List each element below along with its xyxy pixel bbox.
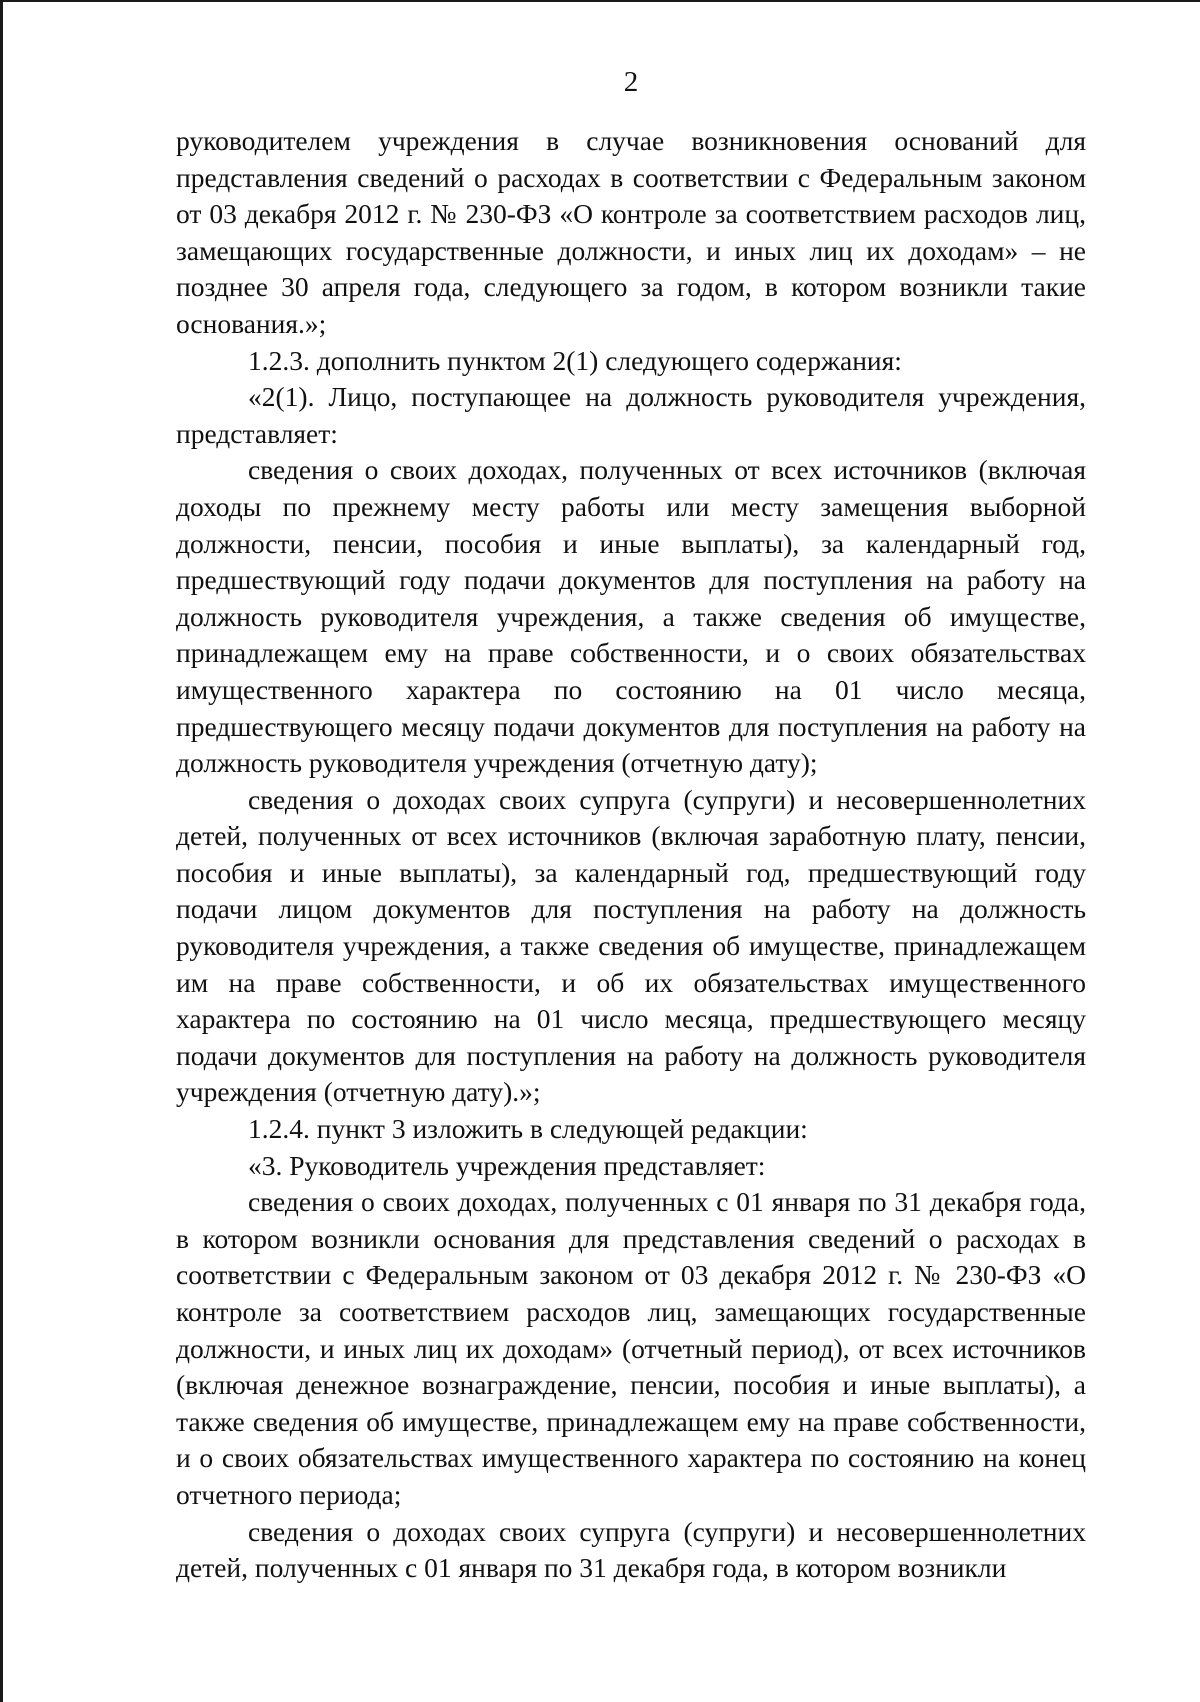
page-number: 2 [623,66,639,98]
paragraph-point-2-1: «2(1). Лицо, поступающее на должность руководителя учреждения, представляет: [176,381,1086,449]
paragraph-head-own-income: сведения о своих доходах, полученных с 01 января по 31 декабря года, в котором возникли основания для представления сведений о расходах в соответствии с Федеральным законом от 03 декабря 2012 г. № 230-ФЗ «О контроле за соответствием расходов лиц, замещающих государственные должности, и иных лиц их доходам» (отчетный период), от всех источников (включая денежное вознаграждение, пенсии, пособия и иные выплаты), а также сведения об имуществе, принадлежащем ему на праве собственности, и о своих обязательствах имущественного характера по состоянию на конец отчетного периода; [176,1186,1086,1510]
paragraph-family-income: сведения о доходах своих супруга (супруги) и несовершеннолетних детей, полученных от всех источников (включая заработную плату, пенсии, пособия и иные выплаты), за календарный год, предшествующий году подачи лицом документов для поступления на работу на должность руководителя учреждения, а также сведения об имуществе, принадлежащем им на праве собственности, и об их обязательствах имущественного характера по состоянию на 01 число месяца, предшествующего месяцу подачи документов для поступления на работу на должность руководителя учреждения (отчетную дату).»; [176,783,1086,1108]
paragraph-point-3: «3. Руководитель учреждения представляет: [248,1149,766,1181]
scan-edge-top [0,0,1200,2]
scan-edge-left [0,0,3,1702]
paragraph-own-income: сведения о своих доходах, полученных от всех источников (включая доходы по прежнему месту работы или месту замещения выборной должности, пенсии, пособия и иные выплаты), за календарный год, предшествующий году подачи документов для поступления на работу на должность руководителя учреждения, а также сведения об имуществе, принадлежащем ему на праве собственности, и о своих обязательствах имущественного характера по состоянию на 01 число месяца, предшествующего месяцу подачи документов для поступления на работу на должность руководителя учреждения (отчетную дату); [176,454,1086,779]
paragraph-clause-1-2-4: 1.2.4. пункт 3 изложить в следующей редакции: [248,1113,808,1145]
paragraph-head-family-income: сведения о доходах своих супруга (супруги) и несовершеннолетних детей, полученных с 01 января по 31 декабря года, в котором возникли [176,1515,1086,1584]
body-text [176,123,1086,1587]
paragraph-clause-1-2-3: 1.2.3. дополнить пунктом 2(1) следующего содержания: [248,344,902,376]
paragraph-continuation: руководителем учреждения в случае возникновения оснований для представления сведений о расходах в соответствии с Федеральным законом от 03 декабря 2012 г. № 230-ФЗ «О контроле за соответствием расходов лиц, замещающих государственные должности, и иных лиц их доходам» – не позднее 30 апреля года, следующего за годом, в котором возникли такие основания.»; [176,125,1086,339]
